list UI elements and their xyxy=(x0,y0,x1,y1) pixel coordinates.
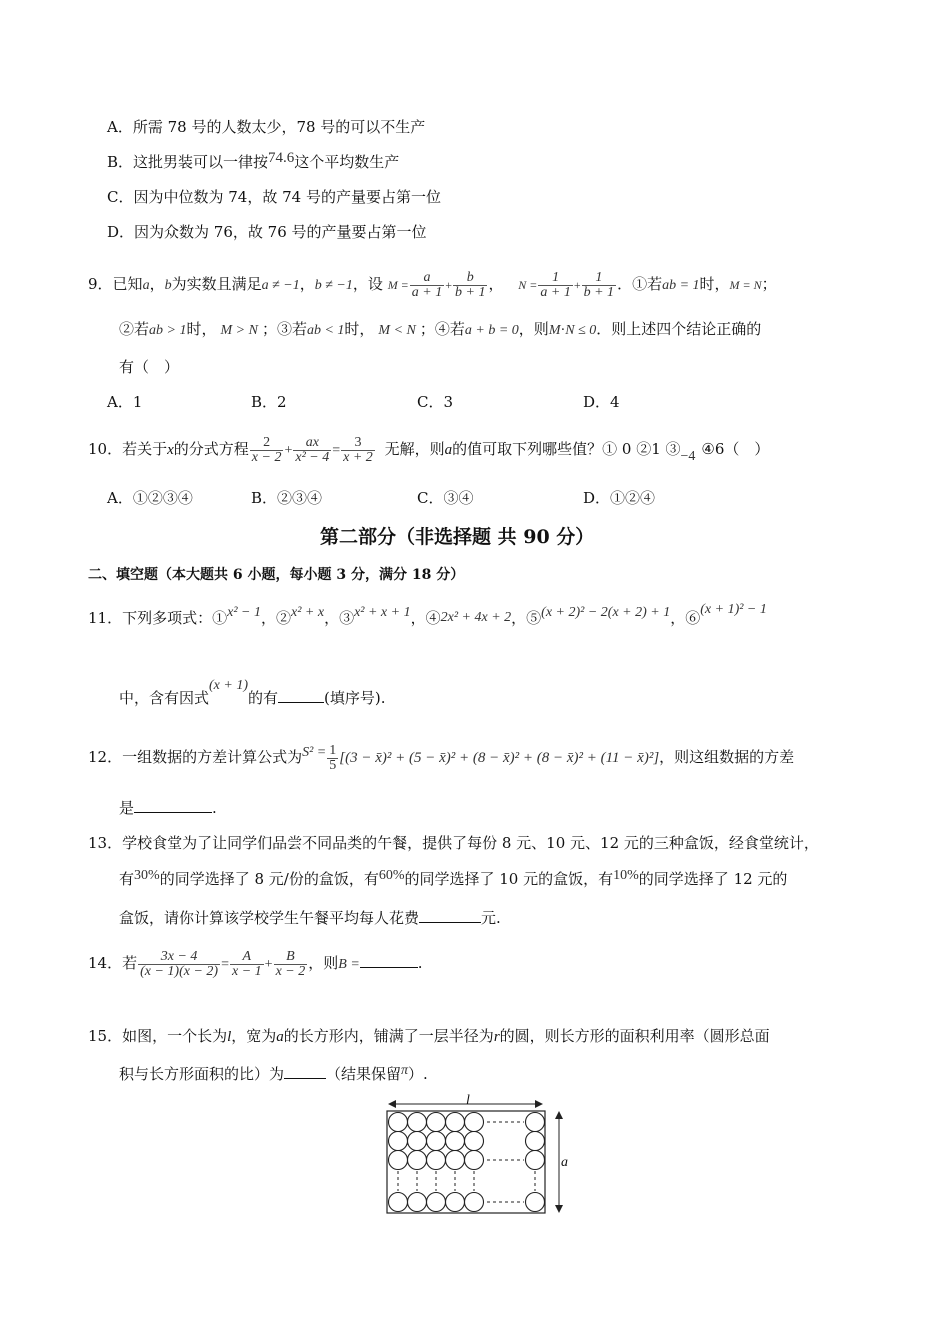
q10-option-d: D．①②④ xyxy=(583,489,656,507)
q8-option-b-value: 74.6 xyxy=(268,150,295,166)
poly-5: (x + 2)² − 2(x + 2) + 1 xyxy=(541,605,671,620)
denominator: 5 xyxy=(329,757,337,773)
q12-text: ，则这组数据的方差 xyxy=(659,748,795,766)
equals-sign: = xyxy=(221,957,229,972)
result-3: M < N xyxy=(378,323,416,338)
q10-number: 10． xyxy=(88,440,123,458)
q14-text: ，则 xyxy=(308,954,339,972)
var-l: l xyxy=(227,1029,232,1045)
denominator: a + 1 xyxy=(540,284,571,300)
q15-text: （结果保留 xyxy=(326,1065,402,1083)
q10-text: ④6（ ） xyxy=(701,440,770,458)
q9-line-3: 有（ ） xyxy=(119,358,180,376)
poly-6: (x + 1)² − 1 xyxy=(700,602,767,617)
q9-option-d: D．4 xyxy=(583,393,620,411)
var-b: b xyxy=(164,278,172,293)
poly-4: 2x² + 4x + 2 xyxy=(440,610,512,625)
cond-2: ab > 1 xyxy=(149,323,187,338)
q12-text: 一组数据的方差计算公式为 xyxy=(122,748,303,766)
q13-line-2 xyxy=(119,868,787,892)
q11-line-2 xyxy=(119,678,386,720)
var-r: r xyxy=(493,1029,500,1045)
numerator: 1 xyxy=(538,271,572,286)
circle xyxy=(465,1113,484,1132)
variance-symbol: S² = xyxy=(302,745,327,760)
q8-option-b-text: B．这批男装可以一律按 xyxy=(107,153,269,171)
q15-line-2 xyxy=(119,1062,428,1087)
q15-text: 的圆，则长方形的面积利用率（圆形总面 xyxy=(499,1027,770,1045)
q13-text: 的同学选择了 8 元/份的盒饭，有 xyxy=(159,870,379,888)
q10-option-c: C．③④ xyxy=(417,489,474,507)
result-4: M⋅N ≤ 0 xyxy=(548,323,597,338)
numerator: B xyxy=(274,950,308,965)
q15-text: 的长方形内，铺满了一层半径为 xyxy=(283,1027,494,1045)
q8-option-b xyxy=(107,151,399,174)
circle xyxy=(526,1151,545,1170)
q13-text: 有 xyxy=(119,870,135,888)
percent-30: 30% xyxy=(134,868,160,883)
q14-line xyxy=(88,940,423,988)
circle xyxy=(408,1193,427,1212)
q14-answer-blank[interactable] xyxy=(360,951,418,968)
q13-line-1 xyxy=(88,832,819,854)
q9-text: ；④若 xyxy=(419,320,465,338)
q15-line-1 xyxy=(88,1025,770,1048)
q9-option-c: C．3 xyxy=(417,393,454,411)
circle xyxy=(389,1132,408,1151)
q10-text: 的分式方程 xyxy=(173,440,249,458)
q8-option-c: C．因为中位数为 74，故 74 号的产量要占第一位 xyxy=(107,188,441,206)
q9-text: 为实数且满足 xyxy=(171,275,262,293)
fraction-B-over-x-2 xyxy=(274,950,308,979)
q9-text: 已知 xyxy=(112,275,143,293)
q13-text: 的同学选择了 10 元的盒饭，有 xyxy=(404,870,614,888)
circle xyxy=(427,1151,446,1170)
q9-text: ．则上述四个结论正确的 xyxy=(596,320,762,338)
q11-text: ，③ xyxy=(324,609,355,627)
numerator: 3 xyxy=(341,436,375,451)
q15-text: 如图，一个长为 xyxy=(122,1027,228,1045)
q11-text: ，⑥ xyxy=(670,609,701,627)
circle xyxy=(427,1113,446,1132)
circle xyxy=(408,1151,427,1170)
percent-60: 60% xyxy=(378,868,405,883)
q11-text: ，⑤ xyxy=(511,609,542,627)
var-a: a xyxy=(444,442,453,458)
result-2: M > N xyxy=(220,323,258,338)
q12-line-2 xyxy=(119,796,217,819)
circle xyxy=(526,1193,545,1212)
q10-text: 无解，则 xyxy=(384,440,445,458)
q10-option-b: B．②③④ xyxy=(251,489,323,507)
q9-line-2 xyxy=(119,318,761,342)
circle xyxy=(427,1193,446,1212)
denominator: x² − 4 xyxy=(295,449,330,465)
q13-answer-blank[interactable] xyxy=(419,906,481,923)
fraction-ax-over-x2-4 xyxy=(293,436,331,465)
q14-number: 14． xyxy=(88,954,123,972)
q13-text: 的同学选择了 12 元的 xyxy=(638,870,788,888)
q8-option-b-text-end: 这个平均数生产 xyxy=(294,153,400,171)
q9-option-a: A．1 xyxy=(107,393,143,411)
circle xyxy=(526,1113,545,1132)
part-two-heading: 第二部分（非选择题 共 90 分） xyxy=(320,526,595,548)
q12-answer-blank[interactable] xyxy=(134,796,212,813)
fraction-3-over-x2 xyxy=(341,436,375,465)
value-neg4: −4 xyxy=(680,449,696,464)
fraction-1-over-b1 xyxy=(582,271,616,300)
plus-sign: + xyxy=(573,278,581,292)
numerator: 3x − 4 xyxy=(138,950,220,965)
cond-a: a ≠ −1 xyxy=(261,278,300,293)
var-a: a xyxy=(276,1029,284,1045)
q15-text: ）. xyxy=(408,1065,428,1083)
numerator: b xyxy=(453,271,487,286)
q13-text: 元. xyxy=(481,909,501,927)
q9-text: ，则 xyxy=(518,320,549,338)
numerator: 1 xyxy=(582,271,616,286)
circle xyxy=(446,1193,465,1212)
circle xyxy=(389,1113,408,1132)
q11-text: 中，含有因式 xyxy=(119,689,210,707)
section-heading-fill-in: 二、填空题（本大题共 6 小题，每小题 3 分，满分 18 分） xyxy=(88,567,465,583)
equals-sign: = xyxy=(332,443,341,458)
rectangle-circles-figure xyxy=(378,1094,578,1218)
var-a: a xyxy=(142,278,150,293)
q12-number: 12． xyxy=(88,748,123,766)
q13-text: 学校食堂为了让同学们品尝不同品类的午餐，提供了每份 8 元、10 元、12 元的三种盒饭，经食堂统计， xyxy=(122,834,819,852)
var-x: x xyxy=(167,442,174,458)
factor-x-plus-1: (x + 1) xyxy=(209,678,249,693)
denominator: x − 2 xyxy=(251,449,282,465)
plus-sign: + xyxy=(445,278,453,292)
q11-text: ，② xyxy=(260,609,291,627)
numerator: ax xyxy=(293,436,331,451)
q9-sep: ， xyxy=(299,275,315,293)
result-1: M = N xyxy=(729,278,762,292)
denominator: (x − 1)(x − 2) xyxy=(140,963,219,979)
q12-line-1 xyxy=(88,734,794,782)
denominator: x + 2 xyxy=(343,449,373,465)
q15-text: ，宽为 xyxy=(231,1027,277,1045)
cond-1: ab = 1 xyxy=(662,278,700,293)
q9-text: 时， xyxy=(344,320,375,338)
q9-sep: ， xyxy=(149,275,165,293)
label-l: l xyxy=(466,1094,470,1108)
circle xyxy=(408,1132,427,1151)
denominator: x − 1 xyxy=(232,963,262,979)
q10-text: 的值可取下列哪些值？① 0 ②1 ③ xyxy=(452,440,681,458)
q9-option-b: B．2 xyxy=(251,393,287,411)
poly-2: x² + x xyxy=(290,605,325,620)
plus-sign: + xyxy=(284,443,293,458)
numerator: 1 xyxy=(329,742,337,758)
variance-formula: [(3 − x̄)² + (5 − x̄)² + (8 − x̄)² + (8 − x̄)² + (11 − x̄)²] xyxy=(339,750,660,766)
q9-line-1 xyxy=(88,266,777,304)
circle xyxy=(446,1132,465,1151)
circle xyxy=(465,1193,484,1212)
q10-line-1 xyxy=(88,430,769,470)
label-a: a xyxy=(561,1155,568,1170)
fraction-A-over-x-1 xyxy=(230,950,264,979)
percent-10: 10% xyxy=(613,868,639,883)
circle xyxy=(389,1151,408,1170)
numerator: A xyxy=(230,950,264,965)
circle xyxy=(526,1132,545,1151)
q8-option-d: D．因为众数为 76，故 76 号的产量要占第一位 xyxy=(107,223,427,241)
circle xyxy=(465,1132,484,1151)
q9-sep: ； xyxy=(761,275,777,293)
q15-number: 15． xyxy=(88,1027,123,1045)
q13-text: 盒饭，请你计算该学校学生午餐平均每人花费 xyxy=(119,909,420,927)
q14-text: . xyxy=(417,954,423,972)
q9-sep: ， xyxy=(488,275,504,293)
q11-answer-blank[interactable] xyxy=(278,686,324,703)
q11-line-1 xyxy=(88,598,767,640)
N-def: N = xyxy=(518,278,538,292)
q8-option-a: A．所需 78 号的人数太少，78 号的可以不生产 xyxy=(107,118,426,136)
circle xyxy=(446,1113,465,1132)
q11-number: 11． xyxy=(88,609,123,627)
q9-text: ②若 xyxy=(119,320,150,338)
fraction-b-over-b1 xyxy=(453,271,487,300)
q11-text: 的有 xyxy=(248,689,279,707)
circle xyxy=(389,1193,408,1212)
q9-text: ．①若 xyxy=(617,275,663,293)
circle xyxy=(446,1151,465,1170)
q15-text: 积与长方形面积的比）为 xyxy=(119,1065,285,1083)
q11-text: (填序号). xyxy=(324,689,386,707)
denominator: x − 2 xyxy=(275,963,306,979)
numerator: 2 xyxy=(250,436,284,451)
M-def: M = xyxy=(387,278,409,292)
denominator: b + 1 xyxy=(583,284,615,300)
q13-number: 13． xyxy=(88,834,123,852)
q12-text: . xyxy=(212,799,217,817)
poly-1: x² − 1 xyxy=(227,605,261,620)
circle xyxy=(427,1132,446,1151)
fraction-3x-4-over-product xyxy=(138,950,220,979)
denominator: a + 1 xyxy=(411,284,443,300)
circle xyxy=(465,1151,484,1170)
q9-text: 时， xyxy=(699,275,730,293)
q15-answer-blank[interactable] xyxy=(284,1062,326,1079)
poly-3: x² + x + 1 xyxy=(354,605,411,620)
symbol-pi: π xyxy=(401,1063,409,1078)
q9-text: ，设 xyxy=(352,275,383,293)
q14-text: 若 xyxy=(122,954,138,972)
cond-4: a + b = 0 xyxy=(464,323,519,338)
q11-text: 下列多项式：① xyxy=(122,609,228,627)
cond-3: ab < 1 xyxy=(306,323,345,338)
circle xyxy=(408,1113,427,1132)
q10-option-a: A．①②③④ xyxy=(107,489,193,507)
q13-line-3 xyxy=(119,906,501,929)
numerator: a xyxy=(410,271,444,286)
plus-sign: + xyxy=(264,957,273,972)
q9-number: 9． xyxy=(88,275,113,293)
q9-text: 时， xyxy=(186,320,217,338)
fraction-a-over-a1 xyxy=(410,271,444,300)
denominator: b + 1 xyxy=(455,284,486,300)
fraction-1-over-5 xyxy=(327,744,338,773)
q10-text: 若关于 xyxy=(122,440,168,458)
q11-text: ，④ xyxy=(410,609,441,627)
cond-b: b ≠ −1 xyxy=(314,278,353,293)
q9-text: ；③若 xyxy=(261,320,307,338)
var-B: B = xyxy=(338,957,360,972)
q12-text: 是 xyxy=(119,799,135,817)
fraction-1-over-a1 xyxy=(538,271,572,300)
fraction-2-over-x-2 xyxy=(250,436,284,465)
